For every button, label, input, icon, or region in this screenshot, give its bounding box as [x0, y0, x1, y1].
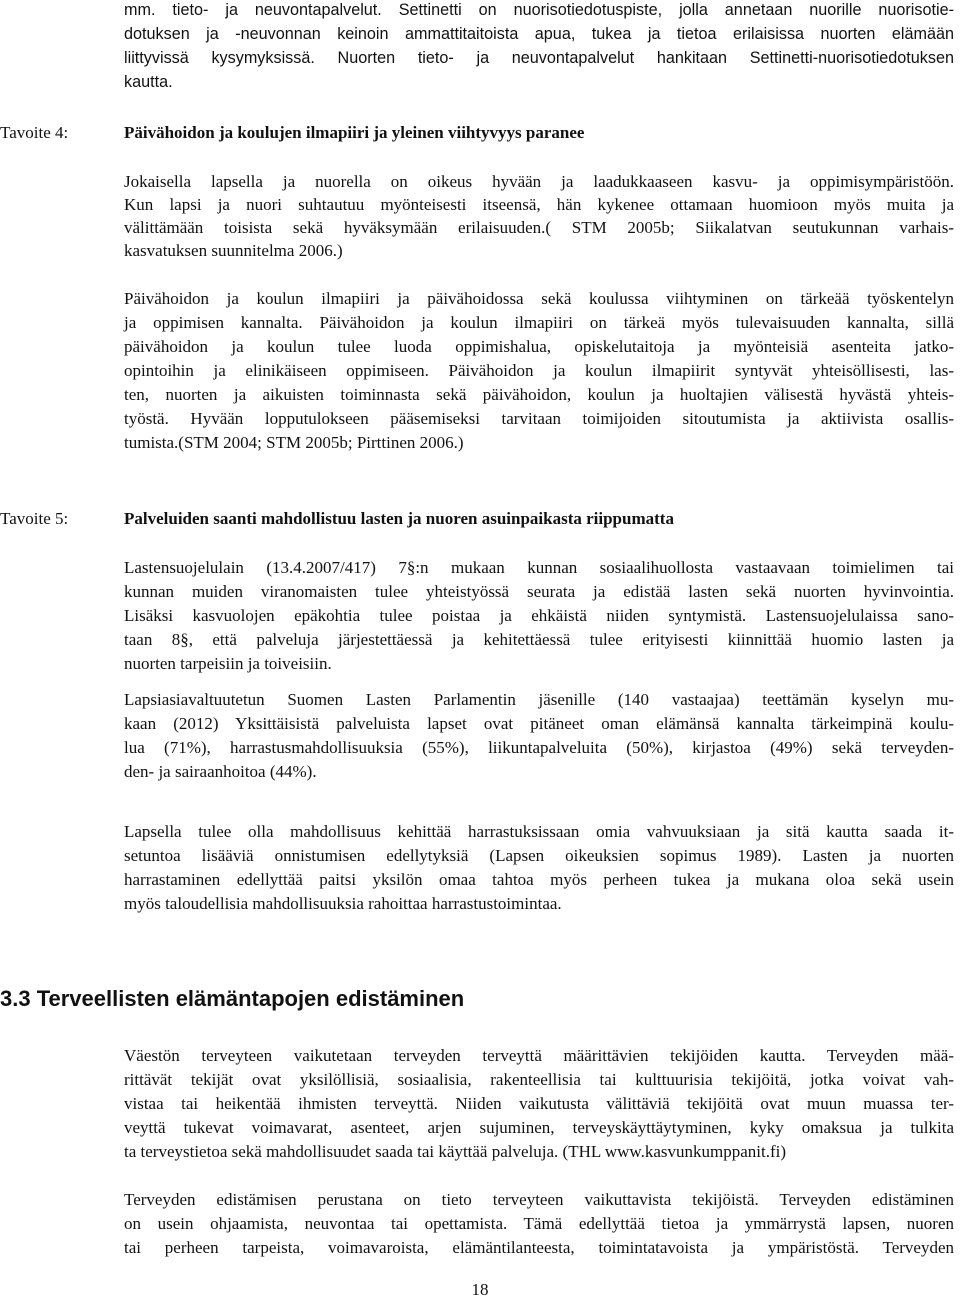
paragraph-line: tumista.(STM 2004; STM 2005b; Pirttinen 2006.) [124, 433, 464, 452]
paragraph-line: ten, nuorten ja aikuisten toiminnasta sekä päivähoidon, koulun ja huoltajien välisestä hyvästä yhteis- [124, 385, 954, 404]
page-number: 18 [471, 1280, 489, 1299]
paragraph-line: ta terveystietoa sekä mahdollisuudet saada tai käyttää palveluja. (THL www.kasvunkumppanit.fi) [124, 1142, 787, 1161]
paragraph-line: kunnan muiden viranomaisten tulee yhteistyössä seurata ja edistää lasten sekä nuorten hyvinvointia. [124, 582, 954, 601]
paragraph-line: Jokaisella lapsella ja nuorella on oikeus hyvään ja laadukkaaseen kasvu- ja oppimisympäristöön. [124, 172, 954, 191]
intro-line: kautta. [124, 73, 173, 91]
paragraph-line: harrastaminen edellyttää paitsi yksilön omaa tahtoa myös perheen tukea ja mukana oloa sekä usein [124, 870, 954, 889]
paragraph-line: setuntoa lisääviä onnistumisen edellytyksiä (Lapsen oikeuksien sopimus 1989). Lasten ja nuorten [124, 846, 954, 865]
paragraph-line: kasvatuksen suunnitelma 2006.) [124, 241, 343, 260]
paragraph-line: rittävät tekijät ovat yksilöllisiä, sosiaalisia, rakenteellisia tai kulttuurisia tekijöitä, jotka voivat vah- [124, 1070, 954, 1089]
paragraph-line: opintoihin ja elinikäiseen oppimiseen. Päivähoidon ja koulun ilmapiirit syntyvät yhteisöllisesti, las- [124, 361, 954, 380]
paragraph-line: nuorten tarpeisiin ja toiveisiin. [124, 654, 332, 673]
paragraph-line: veyttä tukevat voimavarat, asenteet, arjen sujuminen, terveyskäyttäytyminen, kyky omaksua ja tulkita [124, 1118, 954, 1137]
paragraph-line: Lapsella tulee olla mahdollisuus kehittää harrastuksissaan omia vahvuuksiaan ja sitä kautta saada it- [124, 822, 954, 841]
intro-line: mm. tieto- ja neuvontapalvelut. Settinetti on nuorisotiedotuspiste, jolla annetaan nuorille nuorisotie- [124, 1, 954, 19]
paragraph-line: työstä. Hyvään lopputulokseen pääsemiseksi tarvitaan toimijoiden sitoutumista ja aktiivista osallis- [124, 409, 954, 428]
paragraph-line: taan 8§, että palveluja järjestettäessä ja kehitettäessä tulee erityisesti kiinnittää huomio lasten ja [124, 630, 954, 649]
section-heading: 3.3 Terveellisten elämäntapojen edistäminen [0, 986, 465, 1011]
paragraph-line: Kun lapsi ja nuori suhtautuu myönteisesti itseensä, hän kykenee ottamaan huomioon myös muita ja [124, 195, 954, 214]
intro-line: liittyvissä kysymyksissä. Nuorten tieto- ja neuvontapalvelut hankitaan Settinetti-nuorisotiedotuksen [124, 49, 954, 67]
paragraph-line: Päivähoidon ja koulun ilmapiiri ja päivähoidossa sekä koulussa viihtyminen on tärkeää työskentelyn [124, 289, 954, 308]
paragraph-line: myös taloudellisia mahdollisuuksia rahoittaa harrastustoimintaa. [124, 894, 562, 913]
paragraph-line: tai perheen tarpeista, voimavaroista, elämäntilanteesta, toimintatavoista ja ympäristöstä. Terveyden [124, 1238, 954, 1257]
paragraph-line: Lisäksi kasvuolojen epäkohtia tulee poistaa ja ehkäistä niiden syntymistä. Lastensuojelulaissa sano- [124, 606, 954, 625]
paragraph-line: välittämään toisista sekä hyväksymään erilaisuuden.( STM 2005b; Siikalatvan seutukunnan varhais- [124, 218, 954, 237]
paragraph-line: Lastensuojelulain (13.4.2007/417) 7§:n mukaan kunnan sosiaalihuollosta vastaavaan toimielimen tai [124, 558, 954, 577]
paragraph-line: den- ja sairaanhoitoa (44%). [124, 762, 317, 781]
goal-title: Palveluiden saanti mahdollistuu lasten ja nuoren asuinpaikasta riippumatta [124, 509, 674, 528]
paragraph-line: kaan (2012) Yksittäisistä palveluista lapset ovat pitäneet oman elämänsä kannalta tärkeimpinä koulu- [124, 714, 954, 733]
goal-label: Tavoite 4: [0, 123, 69, 142]
paragraph-line: Lapsiasiavaltuutetun Suomen Lasten Parlamentin jäsenille (140 vastaajaa) teettämän kyselyn mu- [124, 690, 954, 709]
goal-label: Tavoite 5: [0, 509, 69, 528]
paragraph-line: ja oppimisen kannalta. Päivähoidon ja koulun ilmapiiri on tärkeä myös tulevaisuuden kannalta, sillä [124, 313, 954, 332]
paragraph-line: on usein ohjaamista, neuvontaa tai opettamista. Tämä edellyttää tietoa ja ymmärrystä lapsen, nuoren [124, 1214, 954, 1233]
paragraph-line: Väestön terveyteen vaikutetaan terveyden terveyttä määrittävien tekijöiden kautta. Terveyden mää- [124, 1046, 954, 1065]
paragraph-line: Terveyden edistämisen perustana on tieto terveyteen vaikuttavista tekijöistä. Terveyden edistäminen [124, 1190, 954, 1209]
intro-line: dotuksen ja -neuvonnan keinoin ammattitaitoista apua, tukea ja tietoa erilaisissa nuorten elämään [124, 25, 954, 43]
goal-title: Päivähoidon ja koulujen ilmapiiri ja yleinen viihtyvyys paranee [124, 123, 585, 142]
paragraph-line: päivähoidon ja koulun tulee luoda oppimishalua, opiskelutaitoja ja myönteisiä asenteita jatko- [124, 337, 954, 356]
paragraph-line: vistaa tai heikentää ihmisten terveyttä. Niiden vaikutusta välittäviä tekijöitä ovat muun muassa ter- [124, 1094, 954, 1113]
paragraph-line: lua (71%), harrastusmahdollisuuksia (55%), liikuntapalveluita (50%), kirjastoa (49%) sekä terveyden- [124, 738, 954, 757]
